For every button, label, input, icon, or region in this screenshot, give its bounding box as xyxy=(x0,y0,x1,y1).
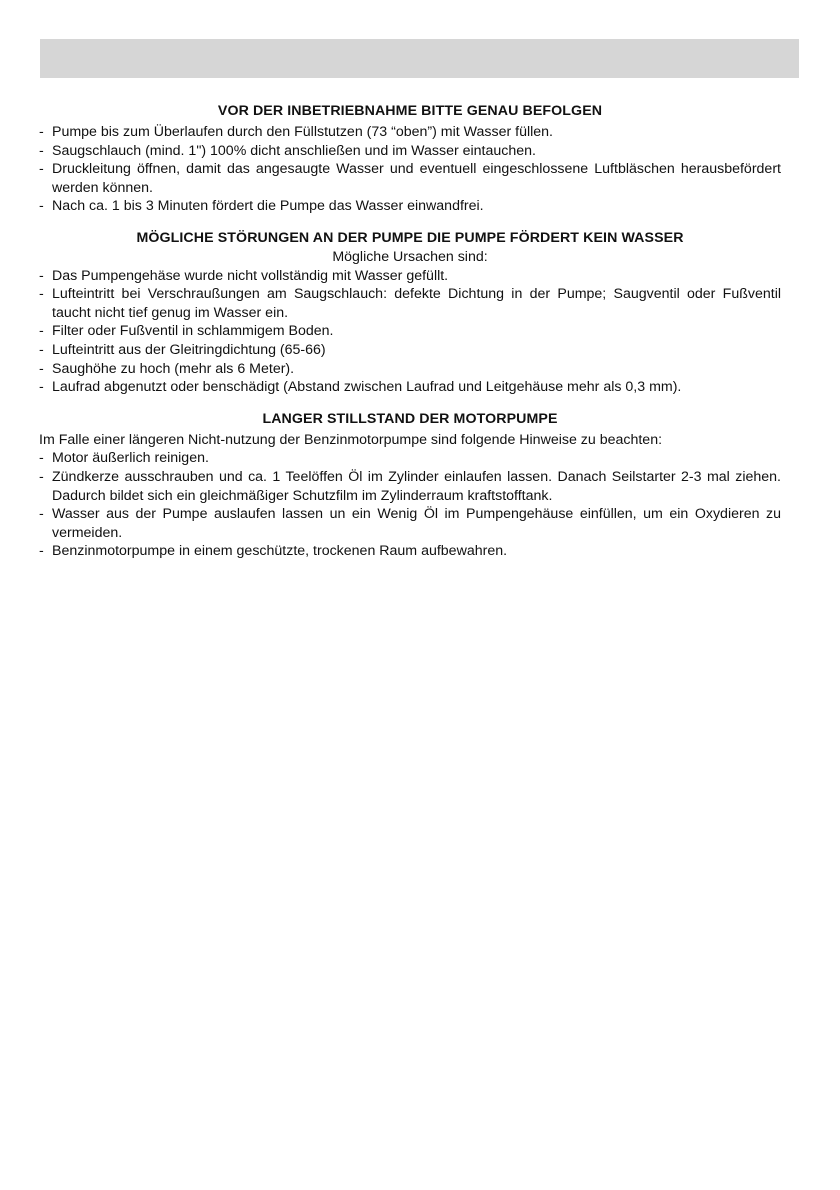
list-item: - Benzinmotorpumpe in einem geschützte, trockenen Raum aufbewahren. xyxy=(39,542,781,561)
list-item: - Nach ca. 1 bis 3 Minuten fördert die Pumpe das Wasser einwandfrei. xyxy=(39,197,781,216)
list-item: - Wasser aus der Pumpe auslaufen lassen un ein Wenig Öl im Pumpengehäuse einfüllen, um ein Oxydieren zu vermeiden. xyxy=(39,505,781,542)
list-item: - Saughöhe zu hoch (mehr als 6 Meter). xyxy=(39,360,781,379)
list-item: - Druckleitung öffnen, damit das angesaugte Wasser und eventuell eingeschlossene Luftbläschen herausbefördert werden können. xyxy=(39,160,781,197)
storage-intro: Im Falle einer längeren Nicht-nutzung der Benzinmotorpumpe sind folgende Hinweise zu beachten: xyxy=(39,431,663,448)
list-item: - Laufrad abgenutzt oder benschädigt (Abstand zwischen Laufrad und Leitgehäuse mehr als 0,3 mm). xyxy=(39,378,781,397)
before-start-list xyxy=(39,123,781,216)
list-item: - Saugschlauch (mind. 1") 100% dicht anschließen und im Wasser eintauchen. xyxy=(39,142,781,161)
list-item: - Das Pumpengehäse wurde nicht vollständig mit Wasser gefüllt. xyxy=(39,267,781,286)
section-subtitle-faults: Mögliche Ursachen sind: xyxy=(332,248,488,265)
section-before-start xyxy=(39,102,781,216)
section-title-before-start: VOR DER INBETRIEBNAHME BITTE GENAU BEFOLGEN xyxy=(217,103,603,119)
section-title-faults: MÖGLICHE STÖRUNGEN AN DER PUMPE DIE PUMPE FÖRDERT KEIN WASSER xyxy=(136,229,684,246)
faults-list xyxy=(39,267,781,397)
section-title-storage: LANGER STILLSTAND DER MOTORPUMPE xyxy=(262,410,558,427)
list-item: - Lufteintritt aus der Gleitringdichtung (65-66) xyxy=(39,341,781,360)
list-item: - Filter oder Fußventil in schlammigem Boden. xyxy=(39,322,781,341)
list-item: - Pumpe bis zum Überlaufen durch den Füllstutzen (73 “oben”) mit Wasser füllen. xyxy=(39,123,781,142)
storage-list xyxy=(39,449,781,561)
list-item: - Motor äußerlich reinigen. xyxy=(39,449,781,468)
section-faults xyxy=(39,229,781,397)
header-bar xyxy=(40,39,799,78)
list-item: - Zündkerze ausschrauben und ca. 1 Teelöffen Öl im Zylinder einlaufen lassen. Danach Seilstarter 2-3 mal ziehen. Dadurch bildet sich ein gleichmäßiger Schutzfilm im Zylinderraum kraftstofftank. xyxy=(39,468,781,505)
page-content xyxy=(39,102,781,561)
list-item: - Lufteintritt bei Verschraußungen am Saugschlauch: defekte Dichtung in der Pumpe; Saugventil oder Fußventil taucht nicht tief genug im Wasser ein. xyxy=(39,285,781,322)
section-storage xyxy=(39,410,781,561)
